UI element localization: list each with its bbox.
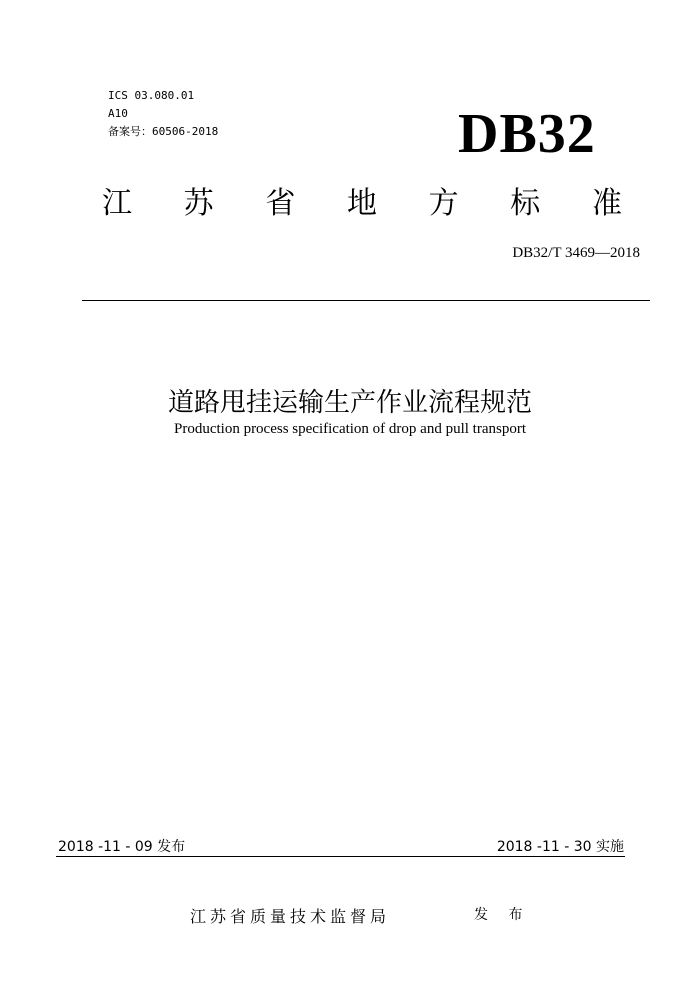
level-char: 苏 <box>183 186 214 221</box>
issue-date: 2018 -11 - 09 发布 <box>58 839 186 855</box>
standard-level <box>102 186 622 222</box>
header-divider <box>82 300 650 301</box>
standard-code-mark: DB32 <box>458 103 596 165</box>
level-char: 准 <box>591 186 622 221</box>
filing-number: 备案号：60506-2018 <box>108 125 219 138</box>
date-divider <box>56 856 625 857</box>
classification-code: A10 <box>108 107 128 120</box>
document-title: 道路甩挂运输生产作业流程规范 <box>167 388 532 418</box>
implement-date: 2018 -11 - 30 实施 <box>496 839 624 855</box>
standard-number: DB32/T 3469—2018 <box>512 245 640 261</box>
level-char: 方 <box>428 186 459 221</box>
publish-label: 发 布 <box>474 907 531 923</box>
level-char: 省 <box>265 186 296 221</box>
document-title-english: Production process specification of drop and pull transport <box>173 421 526 437</box>
level-char: 江 <box>102 186 132 221</box>
issuing-authority: 江苏省质量技术监督局 <box>190 907 391 926</box>
level-char: 地 <box>346 186 377 221</box>
level-char: 标 <box>510 186 541 221</box>
ics-code: ICS 03.080.01 <box>108 89 195 102</box>
